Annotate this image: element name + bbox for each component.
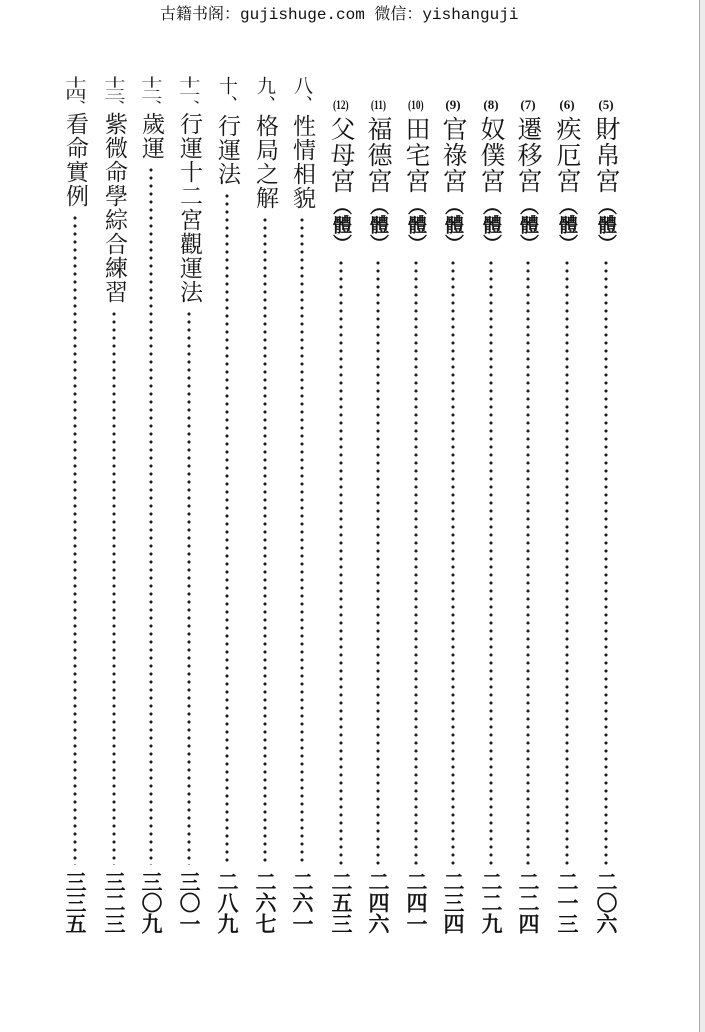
entry-title: 性情相貌: [289, 114, 315, 210]
entry-title: 看命實例: [62, 112, 88, 208]
page-number: 二二四: [516, 871, 541, 934]
dot-leader: [474, 259, 508, 865]
toc-entry-luck-method: [210, 76, 244, 934]
dot-leader: [172, 310, 206, 865]
entry-title: 疾厄宮: [553, 116, 582, 194]
toc-entry-fortune-palace: [361, 97, 395, 934]
entry-index-label: (7): [520, 97, 536, 112]
page-number: 三〇九: [139, 871, 164, 934]
page-number: 二八九: [215, 871, 240, 934]
watermark-header: 古籍书阁：gujishuge.com 微信：yishanguji: [160, 6, 519, 24]
dot-leader: [285, 216, 319, 865]
entry-title: 行運法: [214, 114, 240, 186]
toc-entry-servants-palace: [474, 97, 508, 934]
dot-leader: [436, 259, 470, 865]
toc-entry-twelve-palace-luck-method: [172, 76, 206, 934]
dot-leader: [58, 214, 92, 865]
page-number: 二五三: [329, 871, 354, 934]
entry-note: （體）: [517, 196, 539, 253]
entry-index-label: (11): [370, 97, 386, 112]
entry-title: 田宅宮: [402, 116, 431, 194]
section-number: 十四、: [62, 76, 88, 112]
entry-title: 福德宮: [364, 116, 393, 194]
section-number: 九、: [254, 76, 276, 114]
entry-note: （體）: [480, 196, 502, 253]
toc-entry-pattern-analysis: [248, 76, 282, 934]
dot-leader: [589, 259, 623, 865]
page-edge: [699, 0, 705, 1032]
entry-note: （體）: [595, 196, 617, 253]
toc-entry-health-palace: [550, 97, 584, 934]
section-number: 十一、: [176, 76, 202, 112]
toc-entry-travel-palace: [511, 97, 545, 934]
dot-leader: [134, 166, 168, 865]
page-number: 二一三: [555, 871, 580, 934]
entry-title: 財帛宮: [592, 116, 621, 194]
dot-leader: [399, 259, 433, 865]
dot-leader: [324, 259, 358, 865]
toc-entry-annual-luck: [134, 76, 168, 934]
page-number: 二〇六: [594, 871, 619, 934]
toc-entry-ziwei-practice: [97, 76, 131, 934]
entry-title: 奴僕宮: [477, 116, 506, 194]
page-number: 二四六: [366, 871, 391, 934]
entry-note: （體）: [330, 196, 352, 253]
dot-leader: [361, 259, 395, 865]
entry-title: 格局之解: [252, 114, 278, 210]
dot-leader: [511, 259, 545, 865]
entry-title: 行運十二宮觀運法: [176, 112, 202, 304]
entry-title: 歲運: [138, 112, 164, 160]
section-number: 八、: [291, 76, 313, 114]
dot-leader: [97, 310, 131, 865]
page-number: 二二九: [479, 871, 504, 934]
section-number: 十、: [216, 76, 238, 114]
entry-index-label: (12): [333, 97, 349, 112]
entry-title: 遷移宮: [514, 116, 543, 194]
page-number: 三二三: [102, 871, 127, 934]
page-number: 二三四: [441, 871, 466, 934]
entry-note: （體）: [442, 196, 464, 253]
entry-index-label: (8): [483, 97, 499, 112]
toc-entry-property-palace: [399, 97, 433, 934]
toc-entry-temperament-appearance: [285, 76, 319, 934]
entry-title: 父母宮: [327, 116, 356, 194]
dot-leader: [550, 259, 584, 865]
section-number: 十二、: [138, 76, 164, 112]
page-number: 二六一: [290, 871, 315, 934]
toc-entry-career-palace: [436, 97, 470, 934]
entry-note: （體）: [556, 196, 578, 253]
dot-leader: [248, 216, 282, 865]
section-number: 十三、: [101, 76, 127, 112]
entry-index-label: (6): [559, 97, 575, 112]
entry-index-label: (9): [445, 97, 461, 112]
page-number: 三〇一: [177, 871, 202, 934]
page-number: 二四一: [404, 871, 429, 934]
toc-entry-parents-palace: [324, 97, 358, 934]
page-number: 二六七: [253, 871, 278, 934]
entry-note: （體）: [405, 196, 427, 253]
entry-index-label: (5): [598, 97, 614, 112]
entry-title: 官祿宮: [439, 116, 468, 194]
page-number: 三三五: [63, 871, 88, 934]
entry-index-label: (10): [408, 97, 424, 112]
entry-title: 紫微命學綜合練習: [101, 112, 127, 304]
dot-leader: [210, 192, 244, 865]
entry-note: （體）: [367, 196, 389, 253]
toc-entry-wealth-palace: [589, 97, 623, 934]
toc-entry-chart-examples: [58, 76, 92, 934]
